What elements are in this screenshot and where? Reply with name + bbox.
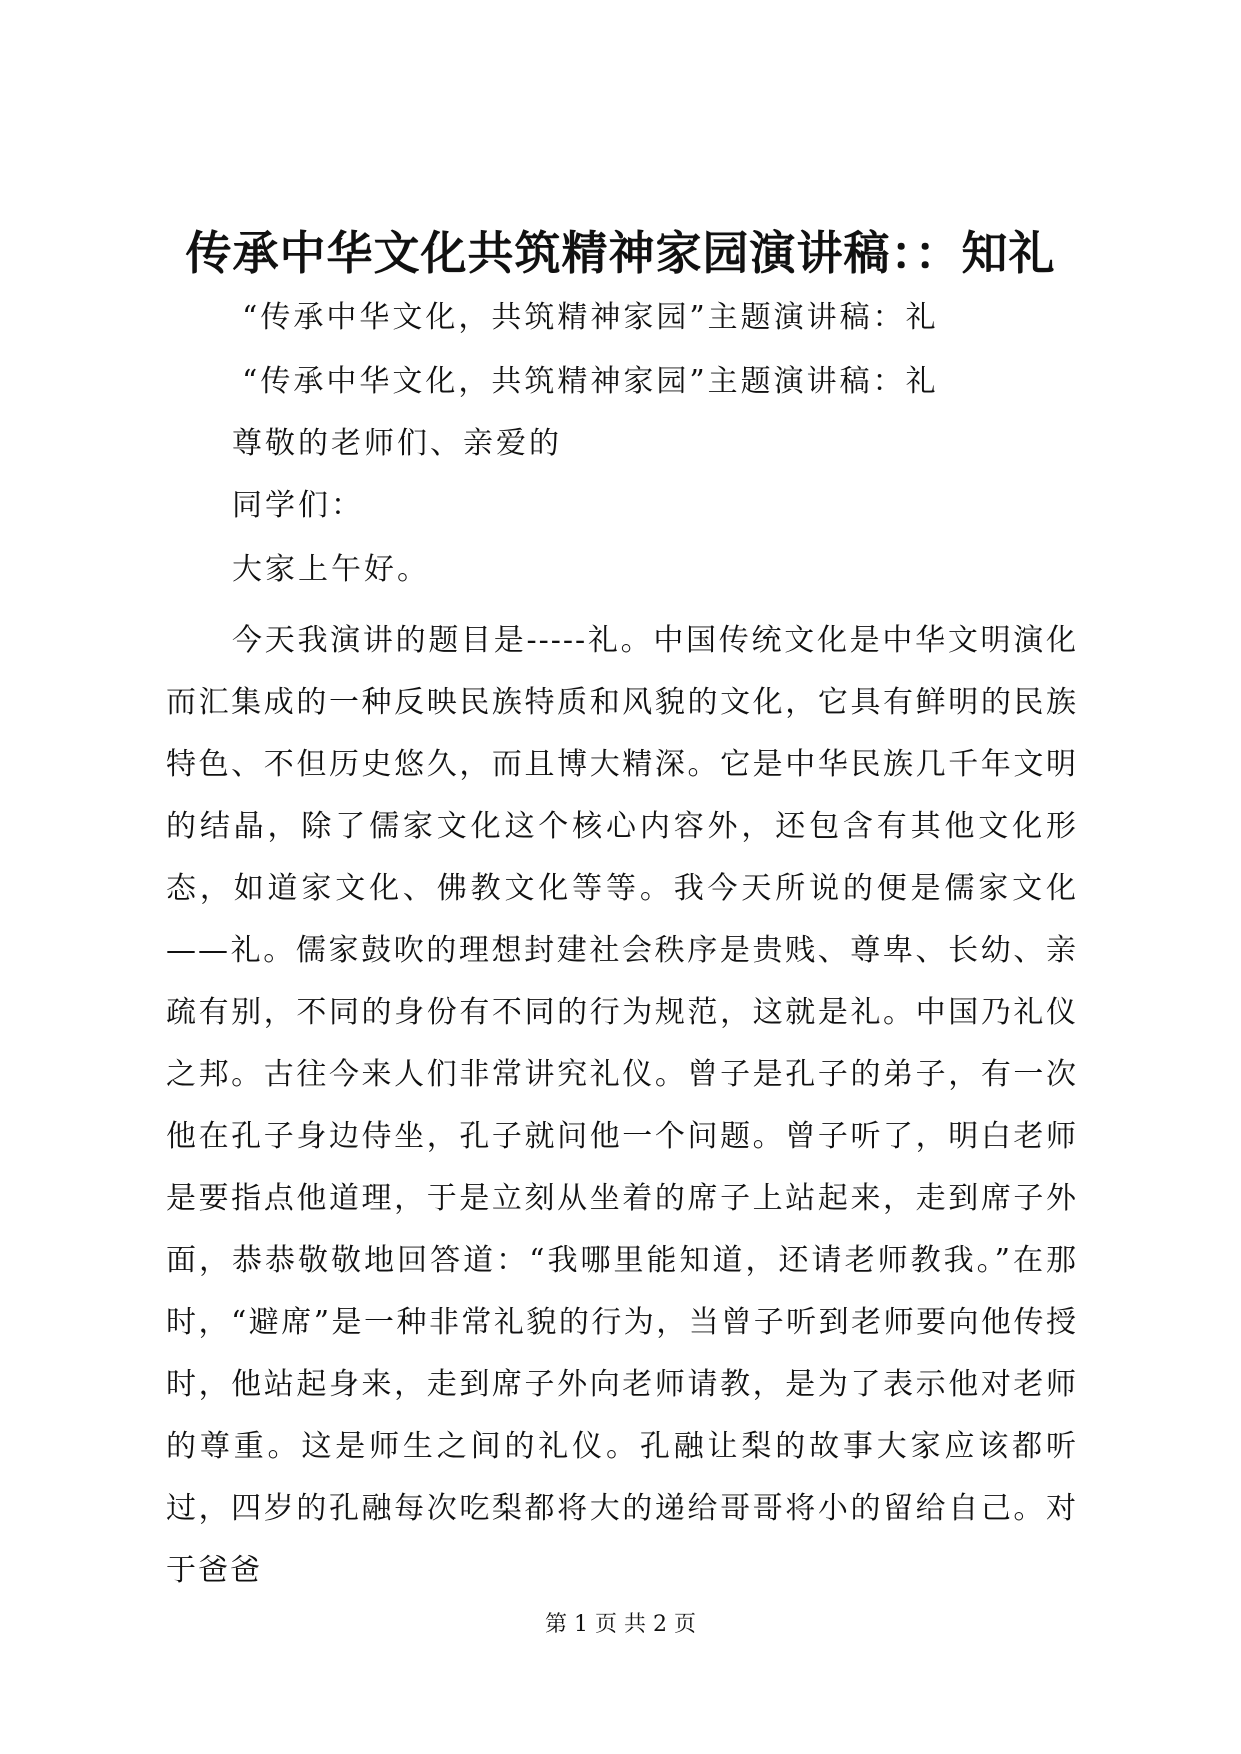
greeting-line: 大家上午好。 bbox=[232, 552, 430, 587]
salutation-line-1: 尊敬的老师们、亲爱的 bbox=[232, 426, 562, 461]
body-paragraph: 今天我演讲的题目是-----礼。中国传统文化是中华文明演化而汇集成的一种反映民族特质和风貌的文化，它具有鲜明的民族特色、不但历史悠久，而且博大精深。它是中华民族几千年文明的结晶，除了儒家文化这个核心内容外，还包含有其他文化形态，如道家文化、佛教文化等等。我今天所说的便是儒家文化——礼。儒家鼓吹的理想封建社会秩序是贵贱、尊卑、长幼、亲疏有别，不同的身份有不同的行为规范，这就是礼。中国乃礼仪之邦。古往今来人们非常讲究礼仪。曾子是孔子的弟子，有一次他在孔子身边侍坐，孔子就问他一个问题。曾子听了，明白老师是要指点他道理，于是立刻从坐着的席子上站起来，走到席子外面，恭恭敬敬地回答道：“我哪里能知道，还请老师教我。”在那时，“避席”是一种非常礼貌的行为，当曾子听到老师要向他传授时，他站起身来，走到席子外向老师请教，是为了表示他对老师的尊重。这是师生之间的礼仪。孔融让梨的故事大家应该都听过，四岁的孔融每次吃梨都将大的递给哥哥将小的留给自己。对于爸爸 bbox=[166, 623, 1078, 1588]
salutation-line-2: 同学们： bbox=[232, 488, 364, 523]
subtitle-line-1: “传承中华文化，共筑精神家园”主题演讲稿：礼 bbox=[242, 300, 939, 335]
page-footer: 第 1 页 共 2 页 bbox=[545, 1612, 696, 1637]
document-title: 传承中华文化共筑精神家园演讲稿：：知礼 bbox=[185, 226, 1056, 280]
subtitle-line-2: “传承中华文化，共筑精神家园”主题演讲稿：礼 bbox=[242, 364, 939, 399]
